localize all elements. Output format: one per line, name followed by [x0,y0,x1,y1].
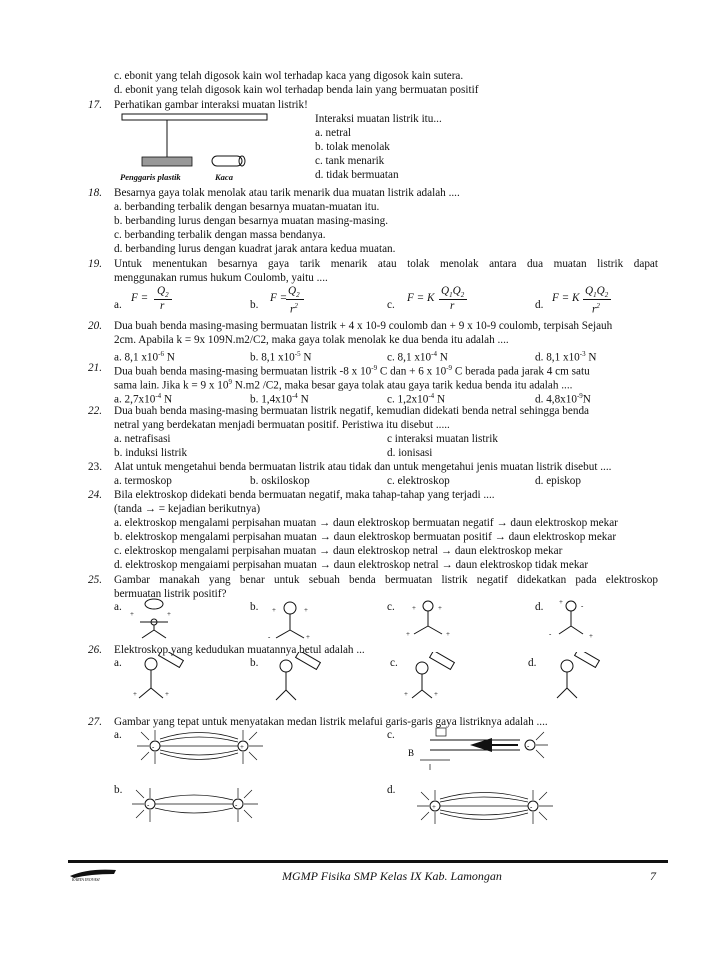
q27-field-a [135,728,265,768]
svg-text:+: + [306,633,310,640]
q25-electroscope-b [262,598,322,640]
q19-option-a-num: $Q_2$ [157,285,169,300]
svg-text:+: + [434,690,438,698]
q19-option-c-F: F = K [407,292,435,304]
q24-text-1: Bila elektroskop didekati benda bermuatan negatif, maka tahap-tahap yang terjadi .... [114,489,495,501]
q27-text: Gambar yang tepat untuk menyatakan medan listrik melafui garis-garis gaya listriknya adalah .... [114,716,548,728]
svg-text:+: + [167,610,171,618]
q22-option-c: c interaksi muatan listrik [387,433,498,445]
svg-text:-: - [581,602,584,610]
q20-text-1: Dua buah benda masing-masing bermuatan listrik + 4 x 10-9 coulomb dan + 9 x 10-9 coulomb, terpisah Sejauh [114,320,613,332]
arrow-right-icon: → [496,517,508,529]
svg-text:+: + [130,610,134,618]
q24-number: 24. [88,489,102,501]
q21-option-b: b. $1,4x10^{-4}$ N [250,392,309,406]
q24-option-a: a. elektroskop mengalami perpisahan muatan → daun elektroskop bermuatan negatif → daun elektroskop mekar [114,517,618,529]
svg-text:+: + [432,803,436,811]
q26-text: Elektroskop yang kedudukan muatannya betul adalah ... [114,644,365,656]
svg-text:+: + [559,598,563,606]
svg-text:+: + [446,630,450,638]
arrow-right-icon: → [441,559,453,571]
q24-option-c: c. elektroskop mengalami perpisahan muatan → daun elektroskop netral → daun elektroskop mekar [114,545,563,557]
q19-option-c-den: r [450,300,455,312]
q25-electroscope-d [545,598,605,640]
svg-text:+: + [165,690,169,698]
q17-intro: Interaksi muatan listrik itu... [315,113,442,125]
arrow-right-icon: → [319,517,331,529]
q17-option-d: d. tidak bermuatan [315,169,399,181]
q19-option-d-label: d. [535,299,544,311]
q27-field-d [405,786,555,826]
q24-option-b: b. elektroskop mengalami perpisahan muatan → daun elektroskop bermuatan positif → daun elektroskop mekar [114,531,617,543]
q19-option-d-F: F = K [552,292,580,304]
svg-text:-: - [235,801,238,809]
q25-number: 25. [88,574,102,586]
q25-text-2: bermuatan listrik positif? [114,588,227,600]
footer-rule [68,860,668,863]
q22-number: 22. [88,405,102,417]
page-number: 7 [650,869,656,883]
q19-option-b-num: $Q_2$ [288,285,300,300]
q17-number: 17. [88,99,102,111]
svg-text:-: - [527,742,530,750]
svg-text:-: - [549,630,552,638]
arrow-right-icon: → [319,559,331,571]
q21-option-d: d. $4,8x10^{-9}N$ [535,392,591,406]
arrow-right-icon: → [319,545,331,557]
q23-option-c: c. elektroskop [387,475,450,487]
q22-option-b: b. induksi listrik [114,447,188,459]
q26-option-b-label: b. [250,657,259,669]
q25-option-c-label: c. [387,601,395,613]
q26-option-c-label: c. [390,657,398,669]
q18-option-a: a. berbanding terbalik dengan besarnya muatan-muatan itu. [114,201,380,213]
arrow-right-icon: → [440,545,453,557]
q25-option-a-label: a. [114,601,122,613]
q19-option-d-den: $r^2$ [592,302,600,316]
svg-text:-: - [147,801,150,809]
svg-text:+: + [240,743,244,751]
q18-text: Besarnya gaya tolak menolak atau tarik menarik dua muatan listrik adalah .... [114,187,460,199]
q25-text-1: Gambar manakah yang benar untuk sebuah benda bermuatan listrik negatif didekatkan pada elektroskop [114,574,658,586]
q19-text-2: menggunakan rumus hukum Coulomb, yaitu .... [114,272,328,284]
footer-text: MGMP Fisika SMP Kelas IX Kab. Lamongan [282,869,502,883]
q19-option-a-den: r [160,300,165,312]
q22-text-1: Dua buah benda masing-masing bermuatan listrik negatif, kemudian didekati benda netral sehingga benda [114,405,590,417]
q26-electroscope-a [125,652,195,704]
q22-text-2: netral yang berdekatan menjadi bermuatan positif. Peristiwa itu disebut ..... [114,419,450,431]
q19-option-d-num: $Q_1Q_2$ [585,285,609,300]
q21-number: 21. [88,362,102,374]
q26-option-d-label: d. [528,657,537,669]
q26-electroscope-d [545,652,615,704]
q26-option-a-label: a. [114,657,122,669]
q25-electroscope-a [120,598,180,640]
q17-figure [112,112,322,176]
q20-number: 20. [88,320,102,332]
q20-option-b: b. 8,1 $x10^{-5}$ N [250,350,312,364]
q27-option-d-label: d. [387,784,396,796]
q27-option-b-label: b. [114,784,123,796]
q19-option-a-F: F = [131,292,149,304]
svg-text:+: + [404,690,408,698]
q16-option-d: d. ebonit yang telah digosok kain wol terhadap benda lain yang bermuatan positif [114,84,479,96]
svg-text:+: + [272,606,276,614]
q26-electroscope-b [262,652,332,704]
q25-option-b-label: b. [250,601,259,613]
q23-option-d: d. episkop [535,475,581,487]
q19-text-1: Untuk menentukan besarnya gaya tarik menarik atau tolak menolak antara dua muatan listrik dapat [114,258,658,270]
svg-text:KARYA INOVASI: KARYA INOVASI [72,877,100,882]
arrow-right-icon: → [319,531,331,543]
q19-option-b-F: F = [270,292,288,304]
q17-text: Perhatikan gambar interaksi muatan listrik! [114,99,308,111]
q27-field-c-label-B: B [408,748,415,758]
q22-option-a: a. netrafisasi [114,433,171,445]
q27-option-a-label: a. [114,729,122,741]
q17-label-glass: Kaca [215,172,233,182]
q22-option-d: d. ionisasi [387,447,433,459]
q17-option-c: c. tank menarik [315,155,385,167]
q25-option-d-label: d. [535,601,544,613]
q27-option-c-label: c. [387,729,395,741]
q18-option-c: c. berbanding terbalik dengan massa bendanya. [114,229,326,241]
svg-text:-: - [152,743,155,751]
q19-option-a-label: a. [114,299,122,311]
q23-option-b: b. oskiloskop [250,475,310,487]
q21-text-1: Dua buah benda masing-masing bermuatan listrik -8 x $10^{-9}$ C dan + 6 x $10^{-9}$ C berada pada jarak 4 cm satu [114,364,590,378]
q19-number: 19. [88,258,102,270]
q17-label-ruler: Penggaris plastik [120,172,181,182]
q17-option-b: b. tolak menolak [315,141,390,153]
q27-field-c [400,726,550,770]
q20-option-c: c. 8,1 $x10^{-4}$ N [387,350,448,364]
q23-text: Alat untuk mengetahui benda bermuatan listrik atau tidak dan untuk mengetahui jenis muatan listrik disebut .... [114,461,612,473]
q23-number: 23. [88,461,102,473]
q19-option-c-num: $Q_1Q_2$ [441,285,465,300]
svg-text:+: + [412,604,416,612]
svg-text:+: + [438,604,442,612]
q21-option-c: c. $1,2x10^{-4}$ N [387,392,446,406]
q24-option-d: d. elektroskop mengaiami perpisahan muatan → daun elektroskop netral → daun elektroskop tidak mekar [114,559,589,571]
q20-option-a: a. 8,1 $x10^{-6}$ N [114,350,175,364]
q27-number: 27. [88,716,102,728]
svg-text:+: + [406,630,410,638]
q26-electroscope-c [400,652,470,704]
svg-text:+: + [304,606,308,614]
q19-option-b-den: $r^2$ [290,302,298,316]
q23-option-a: a. termoskop [114,475,172,487]
arrow-right-icon: → [494,531,506,543]
q27-field-b [132,786,272,826]
svg-text:+: + [589,632,593,640]
q16-option-c: c. ebonit yang telah digosok kain wol terhadap kaca yang digosok kain sutera. [114,70,464,82]
svg-text:-: - [530,803,533,811]
q20-option-d: d. 8,1 $x10^{-3}$ N [535,350,597,364]
q17-option-a: a. netral [315,127,352,139]
q24-text-2: (tanda → = kejadian berikutnya) [114,503,261,515]
footer-logo [68,866,120,882]
arrow-right-icon: → [144,503,156,515]
q19-option-b-label: b. [250,299,259,311]
q21-text-2: sama lain. Jika k = 9 x $10^9$ N.m2 /C2, maka besar gaya tolak atau gaya tarik kedua benda itu adalah .... [114,378,573,392]
q21-option-a: a. $2,7x10^{-4}$ N [114,392,173,406]
q19-option-c-label: c. [387,299,395,311]
q25-electroscope-c [402,598,462,640]
q18-option-d: d. berbanding lurus dengan kuadrat jarak antara kedua muatan. [114,243,396,255]
svg-text:+: + [133,690,137,698]
q26-number: 26. [88,644,102,656]
svg-text:-: - [268,633,271,640]
q20-text-2: 2cm. Apabila k = 9x 109N.m2/C2, maka gaya tolak menolak ke dua benda itu adalah .... [114,334,509,346]
q18-number: 18. [88,187,102,199]
q18-option-b: b. berbanding lurus dengan besarnya muatan masing-masing. [114,215,389,227]
